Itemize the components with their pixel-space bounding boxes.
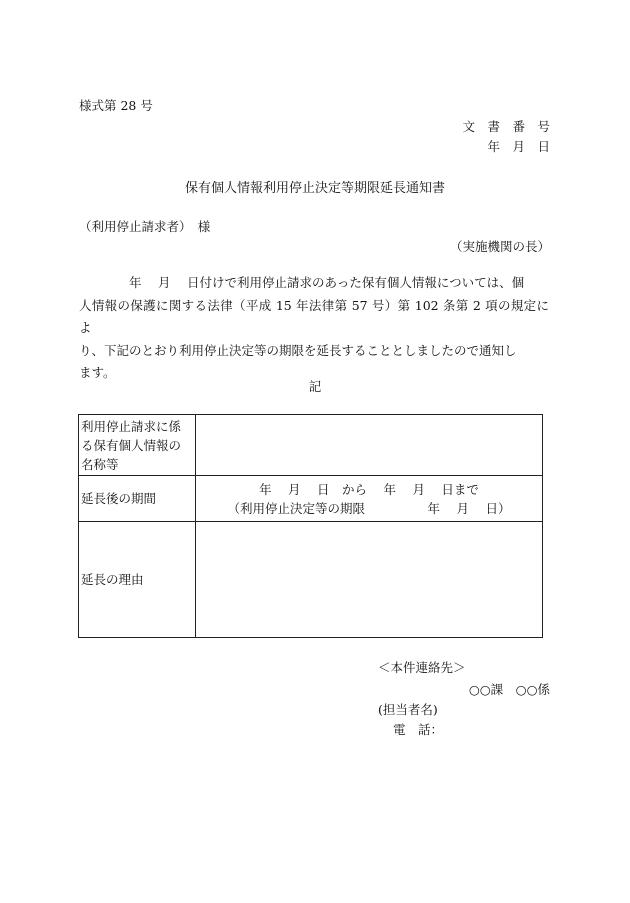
sender: （実施機関の長） — [449, 239, 550, 254]
form-number: 様式第 28 号 — [79, 98, 153, 113]
contact-department: ○○課 ○○係 — [468, 682, 550, 697]
value-cell — [196, 415, 543, 476]
body-line: 人情報の保護に関する法律（平成 15 年法律第 57 号）第 102 条第 2 項の規定によ — [79, 297, 549, 335]
document-title: 保有個人情報利用停止決定等期限延長通知書 — [184, 181, 445, 196]
addressee: （利用停止請求者） 様 — [79, 219, 211, 234]
value-cell: 年 月 日 から 年 月 日まで （利用停止決定等の期限 年 月 日） — [196, 476, 543, 522]
contact-phone: 電 話： — [393, 722, 444, 737]
document-number-label: 文 書 番 号 — [462, 119, 550, 134]
ki-heading: 記 — [308, 379, 322, 394]
record-table — [78, 414, 543, 638]
table-row — [79, 415, 543, 476]
label-cell: 利用停止請求に係 る保有個人情報の 名称等 — [79, 415, 196, 476]
table-row — [79, 522, 543, 638]
contact-heading: ＜本件連絡先＞ — [378, 660, 466, 675]
value-cell — [196, 522, 543, 638]
label-cell: 延長後の期間 — [79, 476, 196, 522]
table-row — [79, 476, 543, 522]
body-line: 年 月 日付けで利用停止請求のあった保有個人情報については、個 — [79, 275, 525, 290]
contact-person: (担当者名) — [378, 702, 438, 717]
label-cell: 延長の理由 — [79, 522, 196, 638]
body-line: ます。 — [79, 365, 116, 380]
body-paragraph — [79, 272, 549, 385]
date-label: 年 月 日 — [487, 139, 550, 154]
body-line: り、下記のとおり利用停止決定等の期限を延長することとしましたので通知し — [79, 342, 517, 358]
